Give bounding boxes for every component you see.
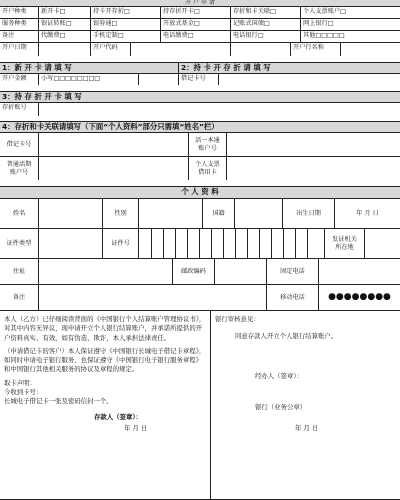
branch-name-label: 开户行名称	[290, 43, 340, 56]
normal-account-input[interactable]	[38, 157, 188, 180]
bond-option[interactable]: 记账式国债□	[230, 19, 300, 30]
bank-seal: 银行（业务公章）	[255, 402, 307, 411]
birth-date-input[interactable]: 年 月 日	[334, 199, 400, 228]
fetch-label: 取卡声明：	[4, 378, 36, 387]
amount-label: 开户金额	[2, 75, 27, 82]
phone-pay-option[interactable]: 电话缴费□	[160, 31, 230, 42]
statement-paragraph-1: 本人（乙方）已仔细阅读背面的《中国银行个人结算账户管理协议书》，对其中内容无异议，现申请开立个人银行结算账户，并承诺所提供的开户资料真实、有效，如有伪造、欺诈，本人承担法律责任。	[4, 315, 206, 342]
section-new-card: 1：新 开 卡 请 填 写	[0, 63, 178, 73]
nationality-input[interactable]	[234, 199, 282, 228]
passbook-account-label: 存折账号	[2, 104, 27, 111]
amount-input[interactable]: 小写□□□□□□□□	[38, 74, 138, 85]
divider	[230, 43, 235, 56]
birth-label: 出生日期	[282, 199, 334, 228]
address-label: 住址	[12, 267, 26, 275]
bank-coupon-option[interactable]: 银券通□	[90, 19, 160, 30]
passbook-account-input[interactable]	[38, 103, 400, 116]
service-type-label: 服务种类	[2, 20, 27, 27]
form-title: 开 户 申 请	[0, 0, 400, 6]
gender-label: 性别	[102, 199, 138, 228]
id-type-input[interactable]	[38, 229, 102, 258]
other-option[interactable]: 其他□□□□□	[300, 31, 400, 42]
branch-name-input[interactable]	[340, 43, 400, 56]
gender-input[interactable]	[138, 199, 202, 228]
section-1-2-header	[0, 62, 400, 73]
mobile-custom-option[interactable]: 手机定制□	[90, 31, 160, 42]
bank-opinion-label: 银行审核意见：	[215, 315, 260, 323]
open-date-input[interactable]	[38, 43, 90, 56]
name-input[interactable]	[38, 199, 102, 228]
count-label: 长城电子借记卡一张及密码信封一个。	[4, 397, 113, 406]
postcode-label: 邮政编码	[172, 259, 214, 284]
link-row-1	[0, 132, 400, 156]
depositor-signature: 存款人（签章）：	[94, 412, 142, 421]
online-bank-option[interactable]: 网上银行□	[300, 19, 400, 30]
remark-label-2: 备注	[12, 293, 26, 301]
passbook-account-link-input[interactable]	[226, 133, 400, 156]
new-card-amount-row	[0, 73, 400, 85]
service-type-row	[0, 18, 400, 30]
mobile-label: 移动电话	[266, 285, 318, 310]
section-4-header	[0, 121, 400, 132]
open-date-label: 开户日期	[2, 44, 27, 51]
address-input[interactable]	[38, 259, 172, 284]
fixed-phone-label: 固定电话	[266, 259, 318, 284]
fund-option[interactable]: 开放式基金□	[160, 19, 230, 30]
personal-info-title: 个 人 资 料	[0, 187, 400, 198]
section-card-open-passbook: 2：持 卡 开 存 折 请 填 写	[178, 63, 400, 73]
spacer	[138, 74, 178, 85]
remark-input[interactable]	[38, 285, 266, 310]
nationality-label: 国籍	[202, 199, 234, 228]
remark-row	[0, 30, 400, 42]
statement-paragraph-2: （申请借记卡的客户）本人保证遵守《中国银行长城电子借记卡章程》，如同时申请电子银行服务，也保证遵守《中国银行电子银行服务章程》和中国银行其他相关服务的协议及章程的规定。	[4, 346, 206, 374]
bank-review	[210, 311, 400, 499]
passbook-account-link-label: 活一本通 账户号	[188, 133, 226, 156]
name-label: 姓名	[12, 209, 26, 217]
open-code-input[interactable]	[130, 43, 230, 56]
passbook-account-row	[0, 102, 400, 116]
issuer-input[interactable]	[364, 229, 400, 258]
payment-option[interactable]: 代缴费□	[38, 31, 90, 42]
depositor-date: 年 月 日	[124, 423, 148, 432]
open-code-label: 开户代码	[90, 43, 130, 56]
debit-card-label: 借记卡号	[178, 74, 218, 85]
personal-row-1	[0, 198, 400, 228]
debit-card-input[interactable]	[218, 74, 400, 85]
bank-securities-option[interactable]: 银证转账□	[38, 19, 90, 30]
link-card-option[interactable]: 存折和卡关联□	[230, 7, 300, 18]
debit-card-link-input[interactable]	[38, 133, 188, 156]
phone-bank-option[interactable]: 电话银行□	[230, 31, 300, 42]
customer-statement	[0, 311, 210, 499]
link-row-2	[0, 156, 400, 180]
open-date-row	[0, 42, 400, 56]
section-link: 4：存折和卡关联请填写（下面“个人资料”部分只需填“姓名”栏）	[0, 122, 400, 132]
bank-date: 年 月 日	[295, 424, 319, 433]
id-no-label: 证件号	[102, 229, 138, 258]
personal-check-label: 个人支票 借用卡	[188, 157, 226, 180]
postcode-input[interactable]	[214, 259, 266, 284]
received-label: 今收到卡号：	[4, 387, 43, 396]
mobile-dots: ●●●●●●●●	[318, 285, 400, 310]
fixed-phone-input[interactable]	[318, 259, 400, 284]
personal-row-4	[0, 284, 400, 310]
personal-row-2	[0, 228, 400, 258]
passbook-open-card-option[interactable]: 持存折开卡□	[160, 7, 230, 18]
bank-agree-text: 同意存款人开立个人银行结算账户。	[235, 332, 338, 341]
personal-check-option[interactable]: 个人支票账户□	[300, 7, 400, 18]
issuer-label: 发证机关 所在地	[324, 229, 364, 258]
handler-signature: 经办人（签章）：	[255, 371, 303, 380]
new-card-option[interactable]: 新开卡□	[38, 7, 90, 18]
account-type-row	[0, 6, 400, 18]
statement-section	[0, 310, 400, 500]
personal-row-3	[0, 258, 400, 284]
personal-check-input[interactable]	[226, 157, 400, 180]
debit-card-link-label: 借记卡号	[6, 140, 32, 148]
id-type-label: 证件类型	[6, 239, 32, 247]
normal-account-label: 普通活期 账户号	[6, 161, 32, 176]
card-open-passbook-option[interactable]: 持卡开存折□	[90, 7, 160, 18]
remark-label: 备注	[2, 32, 15, 39]
section-passbook-open-card: 3：持 存 折 开 卡 填 写	[0, 92, 400, 102]
section-3-header	[0, 91, 400, 102]
id-no-input[interactable]	[138, 229, 324, 258]
account-type-label: 开户种类	[2, 8, 27, 15]
personal-info-header	[0, 186, 400, 198]
